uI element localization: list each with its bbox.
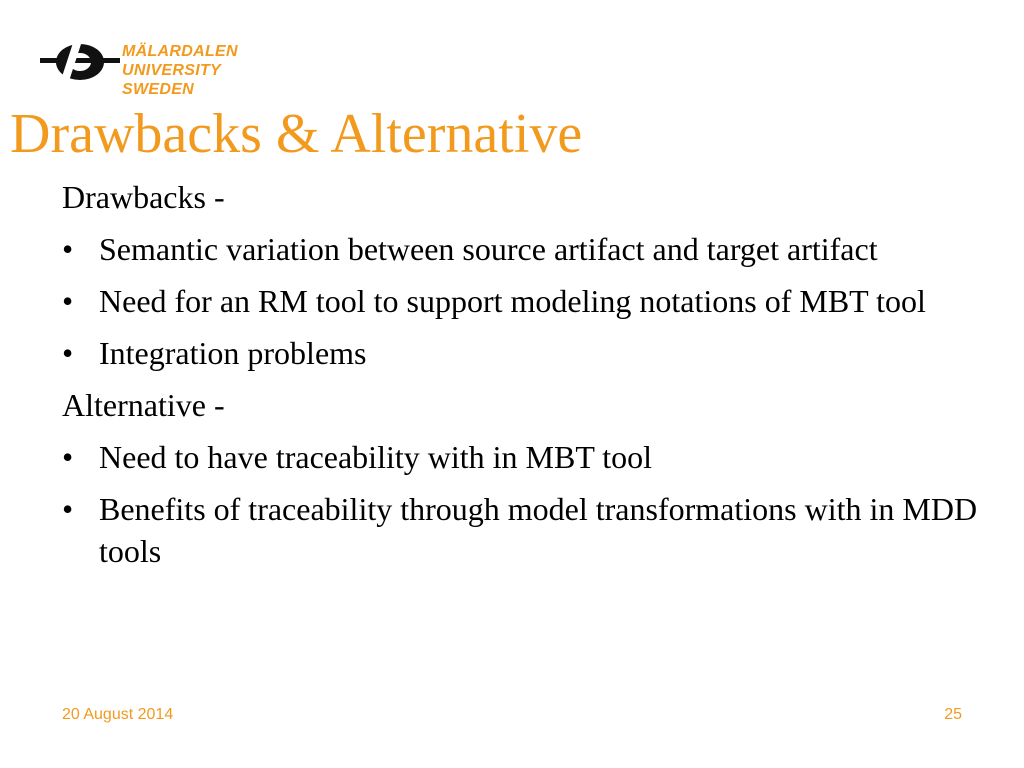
bullet-icon: • [62, 439, 74, 475]
list-item [62, 228, 982, 270]
alternative-heading: Alternative - [62, 387, 225, 423]
bullet-text: Benefits of traceability through model transformations with in MDD tools [99, 491, 978, 569]
university-name: MÄLARDALEN UNIVERSITY [122, 43, 238, 79]
university-logo [40, 38, 310, 98]
bullet-icon: • [62, 491, 74, 527]
alternative-section [62, 384, 982, 572]
drawbacks-section [62, 176, 982, 374]
page-number: 25 [944, 706, 962, 723]
bullet-icon: • [62, 283, 74, 319]
list-item [62, 436, 982, 478]
footer-date: 20 August 2014 [62, 706, 174, 723]
bullet-icon: • [62, 335, 74, 371]
alternative-list [62, 436, 982, 572]
bullet-icon: • [62, 231, 74, 267]
university-logo-mark-icon [40, 38, 120, 86]
list-item [62, 280, 982, 322]
bullet-text: Integration problems [99, 335, 367, 371]
list-item [62, 488, 982, 572]
university-country: SWEDEN [122, 81, 195, 98]
bullet-text: Semantic variation between source artifact and target artifact [99, 231, 878, 267]
list-item [62, 332, 982, 374]
slide-title: Drawbacks & Alternative [10, 103, 583, 165]
drawbacks-heading: Drawbacks - [62, 179, 225, 215]
bullet-text: Need for an RM tool to support modeling notations of MBT tool [99, 283, 926, 319]
drawbacks-list [62, 228, 982, 374]
university-logo-text [122, 42, 310, 99]
bullet-text: Need to have traceability with in MBT tool [99, 439, 653, 475]
slide-body [62, 176, 982, 582]
